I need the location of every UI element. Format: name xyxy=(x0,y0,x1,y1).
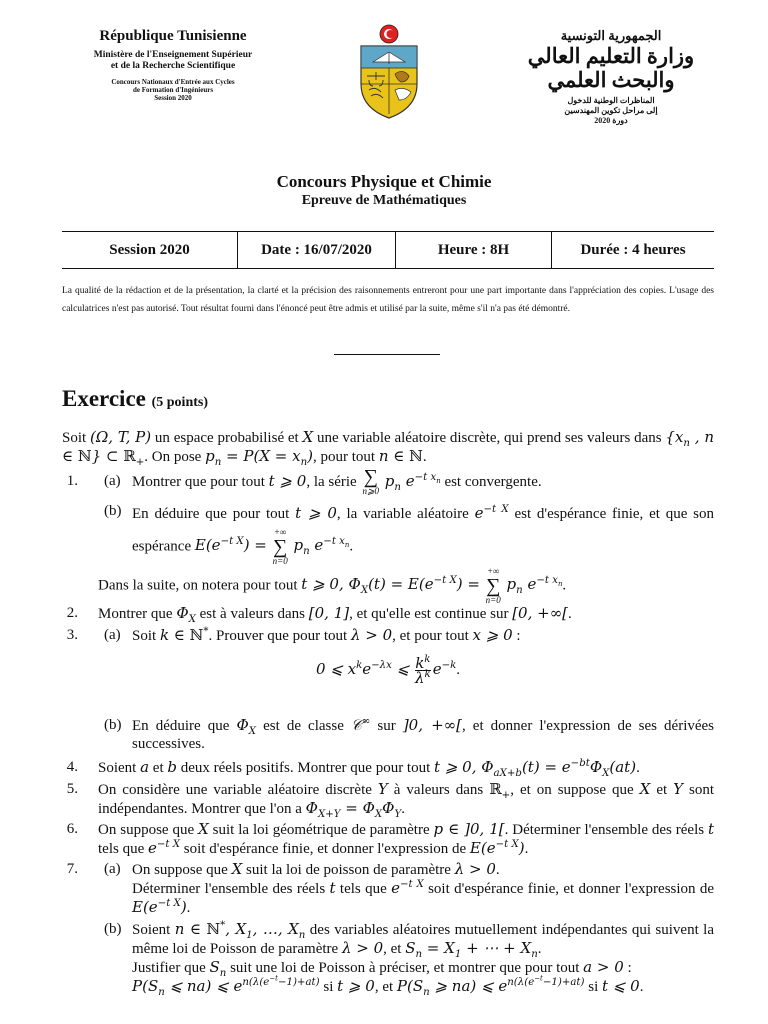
question-4: 4. Soient a et b deux réels positifs. Montrer que pour tout t ⩾ 0, $\Phi_{aX+b}(t) = e^{-bt}\Phi_X(at)$. xyxy=(66,758,640,779)
question-1b: (b) En déduire que pour tout t ⩾ 0, la variable aléatoire $e^{-t X}$ est d'espérance finie, et que son espérance $E(e^{-t X})$ = +∞ ∑ n=0 $p_n$ $e^{-t x_n}$. xyxy=(104,503,714,566)
exam-info-table xyxy=(62,231,714,269)
question-2: 2. Montrer que $\Phi_X$ est à valeurs dans [0, 1], et qu'elle est continue sur [0, +∞[. xyxy=(66,604,572,625)
concours-label: Concours Nationaux d'Entrée aux Cycles de Formation d'Ingénieurs Session 2020 xyxy=(111,78,235,102)
ministry-label: Ministère de l'Enseignement Supérieur et de la Recherche Scientifique xyxy=(93,50,253,71)
header-right-arabic: الجمهورية التونسية وزارة التعليم العالي والبحث العلمي المناظرات الوطنية للدخول إلى مراحل تكوين المهندسين دورة 2020 xyxy=(527,28,695,125)
time-cell: Heure : 8H xyxy=(396,232,552,268)
separator-line xyxy=(334,354,440,355)
question-3a: 3. (a) Soit k ∈ ℕ*. Prouver que pour tout λ > 0, et pour tout x ⩾ 0 : xyxy=(66,626,521,644)
exercise-content xyxy=(62,428,714,998)
exam-subtitle: Epreuve de Mathématiques xyxy=(301,193,467,208)
phi-definition: Dans la suite, on notera pour tout t ⩾ 0, $\Phi_X(t) = E(e^{-t X})$ = +∞ ∑ n=0 $p_n$ $e^{-t x_n}$. xyxy=(98,566,567,605)
question-5: 5. On considère une variable aléatoire discrète Y à valeurs dans ℝ$_+$, et on suppose que X et Y sont indépendantes. Montrer que l'on a $\Phi_{X+Y} = \Phi_X\Phi_Y$. xyxy=(66,780,715,820)
question-1a: 1. (a) Montrer que pour tout t ⩾ 0, la série ∑ n⩾0 $p_n$ $e^{-t x_n}$ est convergente. xyxy=(66,466,542,496)
duration-cell: Durée : 4 heures xyxy=(580,241,686,258)
instructions-note: La qualité de la rédaction et de la présentation, la clarté et la précision des raisonnements entreront pour une part importante dans l'appréciation des copies. L'usage des calculatrices n'est pas autorisé. Tout résultat fourni dans l'énoncé peut être admis et utilisé par la suite, même s'il n'a pas été démontré. xyxy=(62,286,714,314)
question-3b: (b) En déduire que $\Phi_X$ est de classe 𝒞∞ sur ]0, +∞[, et donner l'expression de ses dérivées successives. xyxy=(104,716,715,752)
inequality-3a: 0 ⩽ $x^ke^{-\lambda x}$ ⩽ $\frac{k^k}{\lambda^k}$ $e^{-k}$. xyxy=(315,654,461,687)
header-left xyxy=(62,28,284,102)
exercise-intro: Soit (Ω, T, P) un espace probabilisé et X une variable aléatoire discrète, qui prend ses valeurs dans {$x_n$ , n ∈ ℕ} ⊂ ℝ$_+$. On pose $p_n = P(X = x_n)$, pour tout n ∈ ℕ. xyxy=(62,428,715,468)
question-7a: 7. (a) On suppose que X suit la loi de poisson de paramètre λ > 0. Déterminer l'ensemble des réels t tels que $e^{-t X}$ soit d'espérance finie, et donner l'expression de $E(e^{-t X})$. xyxy=(66,860,715,916)
question-7b: (b) Soient n ∈ ℕ*, $X_1$, …, $X_n$ des variables aléatoires mutuellement indépendantes qui suivent la même loi de Poisson de paramètre λ > 0, et $S_n = X_1$ + ⋯ + $X_n$. Justifier que $S_n$ suit une loi de Poisson à préciser, et montrer que pour tout a > 0 : $P(S_n$ ⩽ na) ⩽ $e^{n(\lambda(e^{-t}-1)+at)}$ si t ⩾ 0, et $P(S_n$ ⩾ na) ⩽ $e^{n(\lambda(e^{-t}-1)+at)}$ si t ⩽ 0. xyxy=(104,920,715,998)
question-6: 6. On suppose que X suit la loi géométrique de paramètre p ∈ ]0, 1[. Déterminer l'ensemble des réels t tels que $e^{-t X}$ soit d'espérance finie, et donner l'expression de $E(e^{-t X})$. xyxy=(66,820,715,857)
date-cell: Date : 16/07/2020 xyxy=(238,232,396,268)
republic-label: République Tunisienne xyxy=(99,28,247,44)
tunisia-coat-of-arms-icon xyxy=(355,22,423,122)
exercise-heading: Exercice (5 points) xyxy=(62,386,209,411)
exam-title: Concours Physique et Chimie xyxy=(276,172,492,191)
session-cell: Session 2020 xyxy=(62,232,238,268)
